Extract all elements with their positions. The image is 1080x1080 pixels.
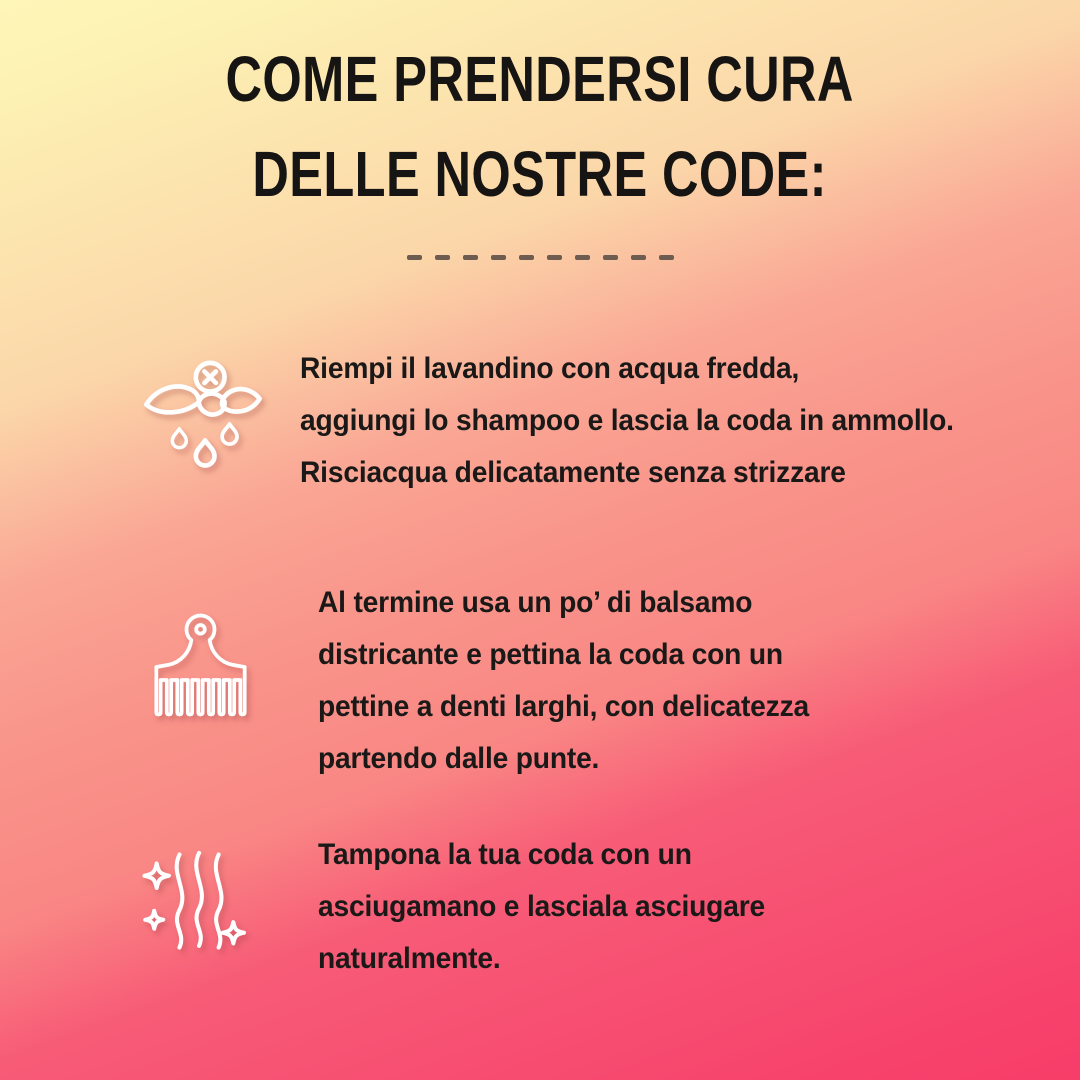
soak-no-wring-icon: [142, 360, 264, 475]
divider-dash: [407, 255, 422, 260]
no-wring-badge: [196, 363, 225, 392]
step-text-line: partendo dalle punte.: [318, 742, 600, 775]
step-text-line: aggiungi lo shampoo e lascia la coda in ammollo.: [300, 404, 954, 437]
page-title-text-1: COME PRENDERSI CURA: [225, 43, 855, 115]
step-text-line: Al termine usa un po’ di balsamo: [318, 586, 753, 619]
divider-dash: [491, 255, 506, 260]
sparkle-stars: [144, 863, 243, 943]
step-wash-text: [300, 343, 954, 499]
divider-dash: [547, 255, 562, 260]
step-text-line: Risciacqua delicatamente senza strizzare: [300, 456, 846, 489]
step-dry-text: [318, 829, 765, 985]
air-dry-sparkle-icon: [142, 848, 248, 954]
divider-dash: [463, 255, 478, 260]
step-text-line: Riempi il lavandino con acqua fredda,: [300, 352, 800, 385]
divider-dash: [603, 255, 618, 260]
divider-dash: [659, 255, 674, 260]
divider-dash: [435, 255, 450, 260]
divider-dash: [519, 255, 534, 260]
step-text-line: Tampona la tua coda con un: [318, 838, 692, 871]
divider-dash: [631, 255, 646, 260]
comb-body: [156, 615, 244, 714]
comb-handle-hole: [196, 625, 205, 634]
hair-strand-waves: [177, 853, 222, 948]
divider-dash: [575, 255, 590, 260]
dashed-divider: [0, 255, 1080, 260]
page-title-line-1: [0, 43, 1080, 115]
step-text-line: pettine a denti larghi, con delicatezza: [318, 690, 809, 723]
step-comb-text: [318, 577, 809, 785]
water-drops: [172, 424, 237, 465]
step-text-line: districante e pettina la coda con un: [318, 638, 783, 671]
page-title-line-2: [0, 138, 1080, 210]
step-text-line: naturalmente.: [318, 942, 501, 975]
wide-tooth-comb-icon: [152, 611, 249, 719]
step-text-line: asciugamano e lasciala asciugare: [318, 890, 766, 923]
page-title-text-2: DELLE NOSTRE CODE:: [252, 138, 828, 210]
